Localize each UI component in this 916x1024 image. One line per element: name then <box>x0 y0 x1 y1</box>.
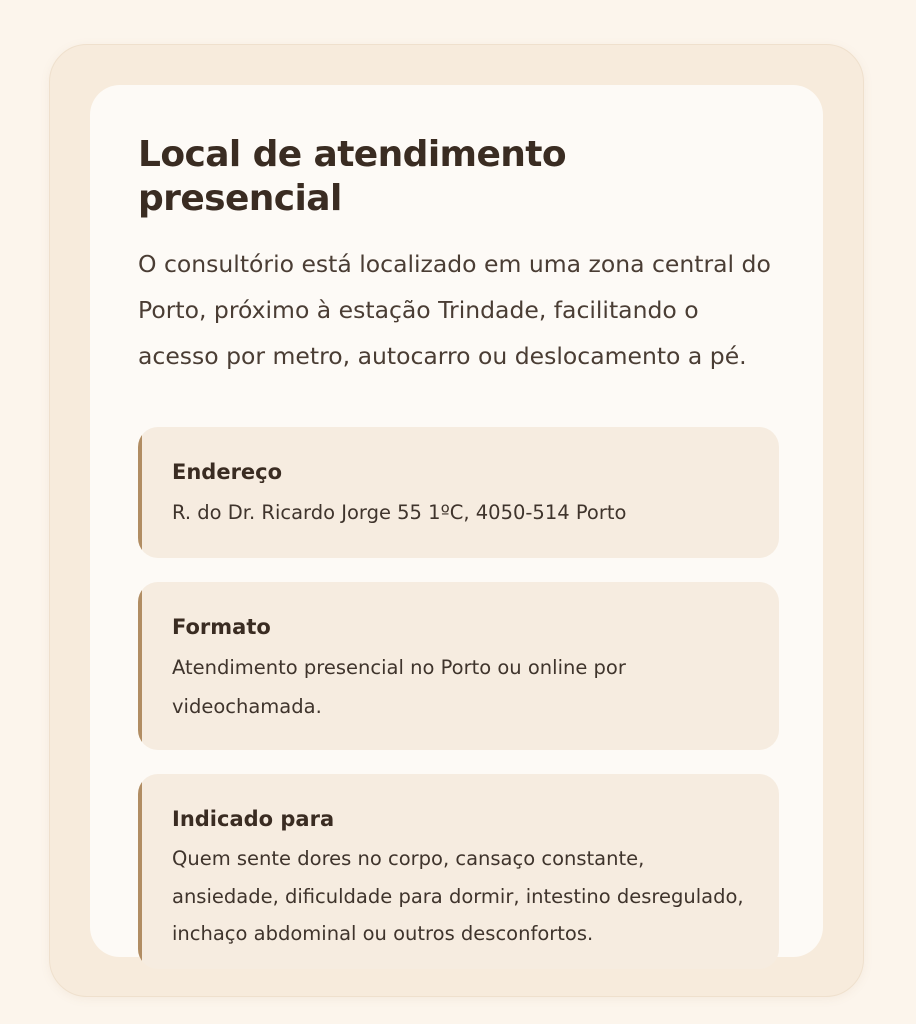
intro-text: O consultório está localizado em uma zona central do Porto, próximo à estação Trindade, facilitando o acesso por metro, autocarro ou deslocamento a pé. <box>138 250 771 370</box>
indicated-for-card <box>138 774 779 969</box>
address-card-text: R. do Dr. Ricardo Jorge 55 1ºC, 4050-514 Porto <box>172 501 627 524</box>
address-card <box>138 427 779 558</box>
format-card <box>138 582 779 750</box>
address-card-title: Endereço <box>172 460 283 484</box>
outer-frame <box>49 44 864 997</box>
page-title: Local de atendimento presencial <box>138 134 567 219</box>
indicated-for-card-text: Quem sente dores no corpo, cansaço constante, ansiedade, dificuldade para dormir, intestino desregulado, inchaço abdominal ou outros desconfortos. <box>172 847 744 945</box>
location-section <box>90 85 823 957</box>
format-card-title: Formato <box>172 615 271 639</box>
format-card-text: Atendimento presencial no Porto ou online por videochamada. <box>172 656 626 718</box>
indicated-for-card-title: Indicado para <box>172 807 335 831</box>
